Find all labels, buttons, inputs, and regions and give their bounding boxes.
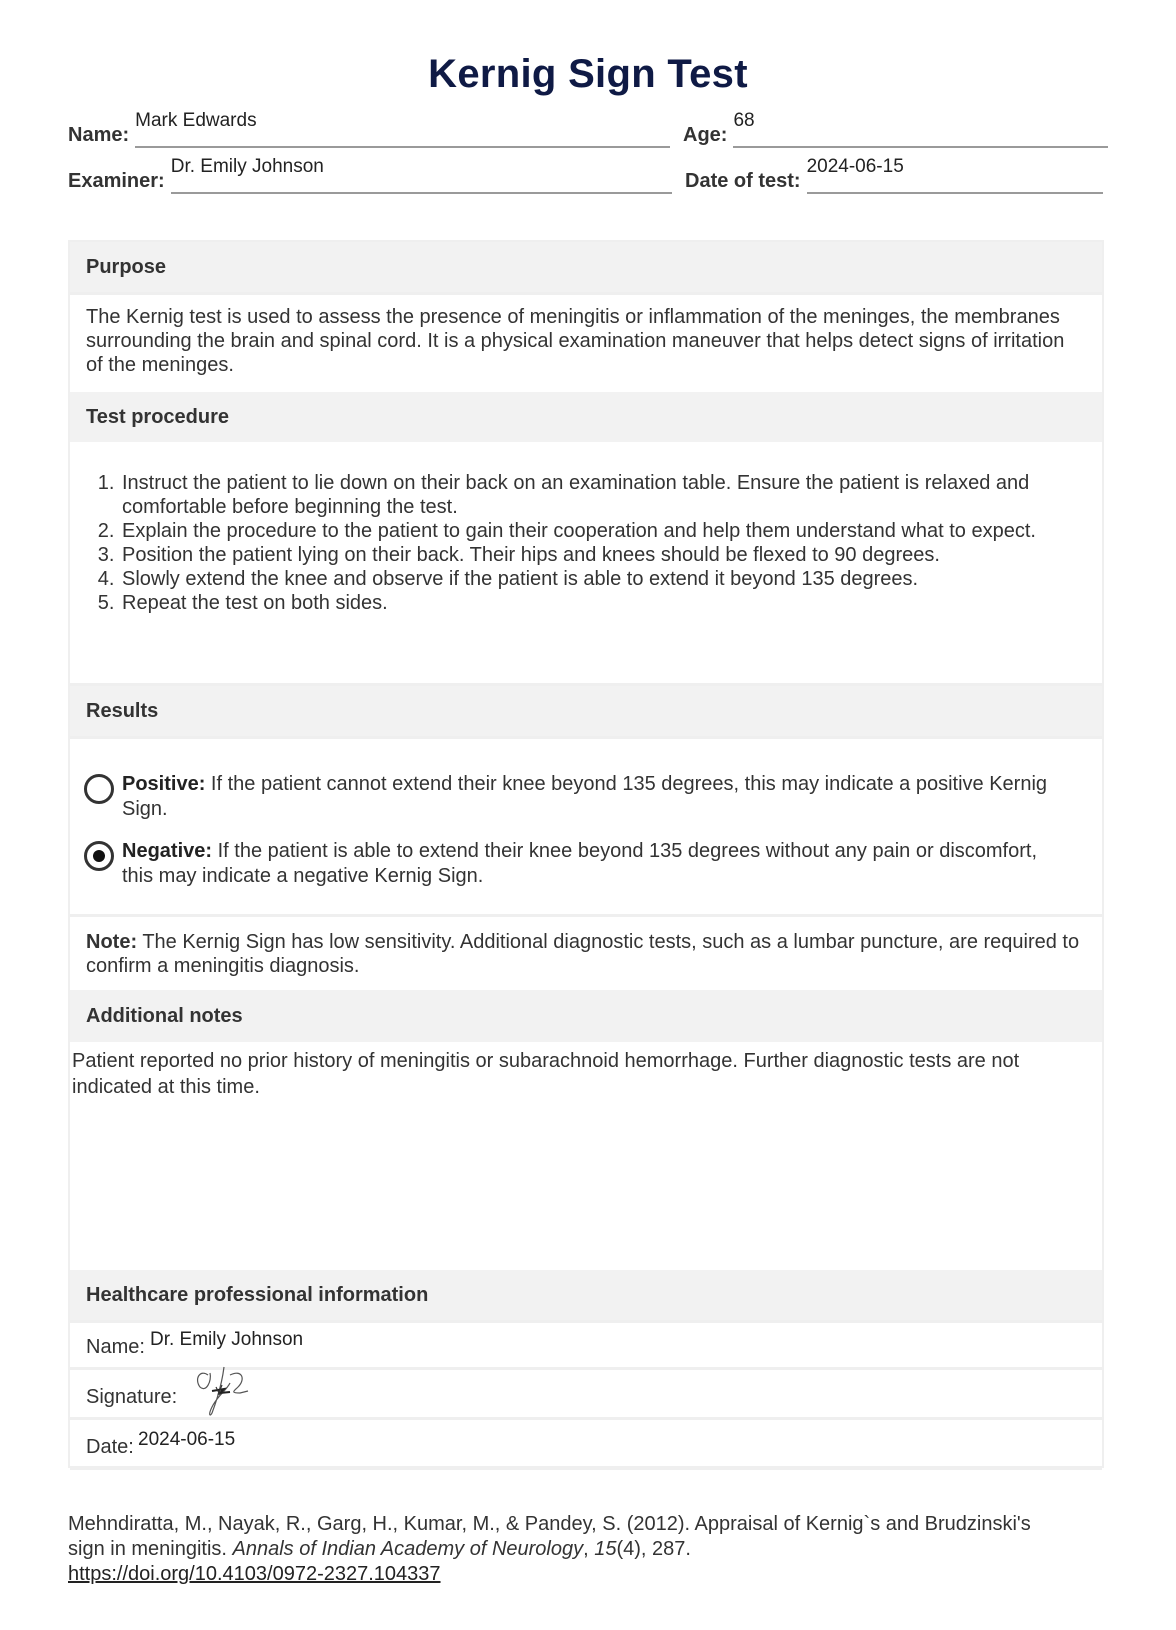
age-label: Age:: [683, 124, 728, 146]
result-option-positive[interactable]: [84, 772, 1072, 822]
age-field[interactable]: [683, 110, 1108, 148]
hcp-name-label: Name:: [86, 1336, 145, 1358]
signature-icon: [190, 1365, 254, 1425]
hcp-date-value: 2024-06-15: [138, 1429, 236, 1450]
results-heading: Results: [70, 686, 1102, 736]
date-of-test-value: 2024-06-15: [806, 156, 904, 177]
procedure-step: 5. Repeat the test on both sides.: [120, 591, 1086, 615]
procedure-step: 3. Position the patient lying on their back. Their hips and knees should be flexed to 90 degrees.: [120, 543, 1086, 567]
patient-info-row-2: [68, 156, 1108, 194]
note-text: [70, 930, 1102, 978]
additional-notes-text: Patient reported no prior history of meningitis or subarachnoid hemorrhage. Further diagnostic tests are not indicated at this time.: [72, 1050, 1020, 1098]
age-input[interactable]: [733, 110, 1108, 148]
radio-checked-icon[interactable]: [84, 841, 114, 871]
procedure-heading: Test procedure: [70, 392, 1102, 442]
hcp-date-row[interactable]: [70, 1423, 1102, 1470]
divider: [70, 914, 1102, 917]
result-negative-label: Negative:: [122, 840, 213, 862]
hcp-signature-row[interactable]: [70, 1373, 1102, 1420]
result-negative-text: [122, 839, 1072, 889]
date-of-test-input[interactable]: [806, 156, 1103, 194]
procedure-body: [70, 471, 1102, 615]
examiner-label: Examiner:: [68, 170, 165, 192]
purpose-text: The Kernig test is used to assess the presence of meningitis or inflammation of the meninges, the membranes surrounding the brain and spinal cord. It is a physical examination maneuver that helps detect signs of irritation of the meninges.: [86, 306, 1065, 376]
citation-volume: 15: [594, 1538, 617, 1560]
document-title: Kernig Sign Test: [428, 52, 748, 96]
result-positive-text: [122, 772, 1072, 822]
divider: [70, 736, 1102, 739]
examiner-value: Dr. Emily Johnson: [170, 156, 324, 177]
divider: [70, 292, 1102, 295]
note-label: Note:: [86, 931, 138, 953]
hcp-heading: Healthcare professional information: [70, 1270, 1102, 1320]
citation-authors-title: Mehndiratta, M., Nayak, R., Garg, H., Kumar, M., & Pandey, S. (2012). Appraisal of Kernig`s and Brudzinski's sign in meningitis.: [68, 1513, 1031, 1560]
additional-notes-heading: Additional notes: [70, 990, 1102, 1042]
examiner-input[interactable]: [170, 156, 672, 194]
note-body: The Kernig Sign has low sensitivity. Additional diagnostic tests, such as a lumbar puncture, are required to confirm a meningitis diagnosis.: [86, 931, 1080, 977]
patient-name-input[interactable]: [135, 110, 670, 148]
radio-unchecked-icon[interactable]: [84, 774, 114, 804]
citation-journal: Annals of Indian Academy of Neurology: [232, 1538, 584, 1560]
citation-issue-pages: (4), 287.: [616, 1538, 691, 1560]
result-positive-label: Positive:: [122, 773, 206, 795]
patient-name-value: Mark Edwards: [135, 110, 257, 131]
purpose-heading: Purpose: [70, 242, 1102, 292]
examiner-field[interactable]: [68, 156, 672, 194]
result-option-negative[interactable]: [84, 839, 1072, 889]
hcp-name-value: Dr. Emily Johnson: [150, 1329, 304, 1350]
procedure-step: 2. Explain the procedure to the patient to gain their cooperation and help them understand what to expect.: [120, 519, 1086, 543]
date-of-test-field[interactable]: [685, 156, 1103, 194]
date-of-test-label: Date of test:: [685, 170, 801, 192]
radio-dot: [93, 850, 105, 862]
form-card: [68, 240, 1104, 1468]
age-value: 68: [733, 110, 755, 131]
procedure-step: 4. Slowly extend the knee and observe if the patient is able to extend it beyond 135 degrees.: [120, 567, 1086, 591]
hcp-date-label: Date:: [86, 1436, 134, 1458]
hcp-signature-label: Signature:: [86, 1386, 178, 1408]
patient-name-field[interactable]: [68, 110, 670, 148]
procedure-step: 1. Instruct the patient to lie down on their back on an examination table. Ensure the patient is relaxed and comfortable before beginning the test.: [120, 471, 1086, 519]
result-negative-description: If the patient is able to extend their knee beyond 135 degrees without any pain or discomfort, this may indicate a negative Kernig Sign.: [122, 840, 1037, 887]
patient-name-label: Name:: [68, 124, 130, 146]
hcp-name-row[interactable]: [70, 1323, 1102, 1370]
citation: Mehndiratta, M., Nayak, R., Garg, H., Kumar, M., & Pandey, S. (2012). Appraisal of Kernig`s and Brudzinski's sign in meningitis. Annals of Indian Academy of Neurology, 15(4), 287. https://doi.org/10.4103/0972-2327.104337: [68, 1513, 1031, 1585]
patient-info-row-1: [68, 110, 1108, 148]
citation-doi-link[interactable]: https://doi.org/10.4103/0972-2327.104337: [68, 1563, 441, 1585]
procedure-steps-list: [86, 471, 1086, 615]
result-positive-description: If the patient cannot extend their knee beyond 135 degrees, this may indicate a positive Kernig Sign.: [122, 773, 1048, 820]
additional-notes-textarea[interactable]: [70, 1048, 1102, 1100]
